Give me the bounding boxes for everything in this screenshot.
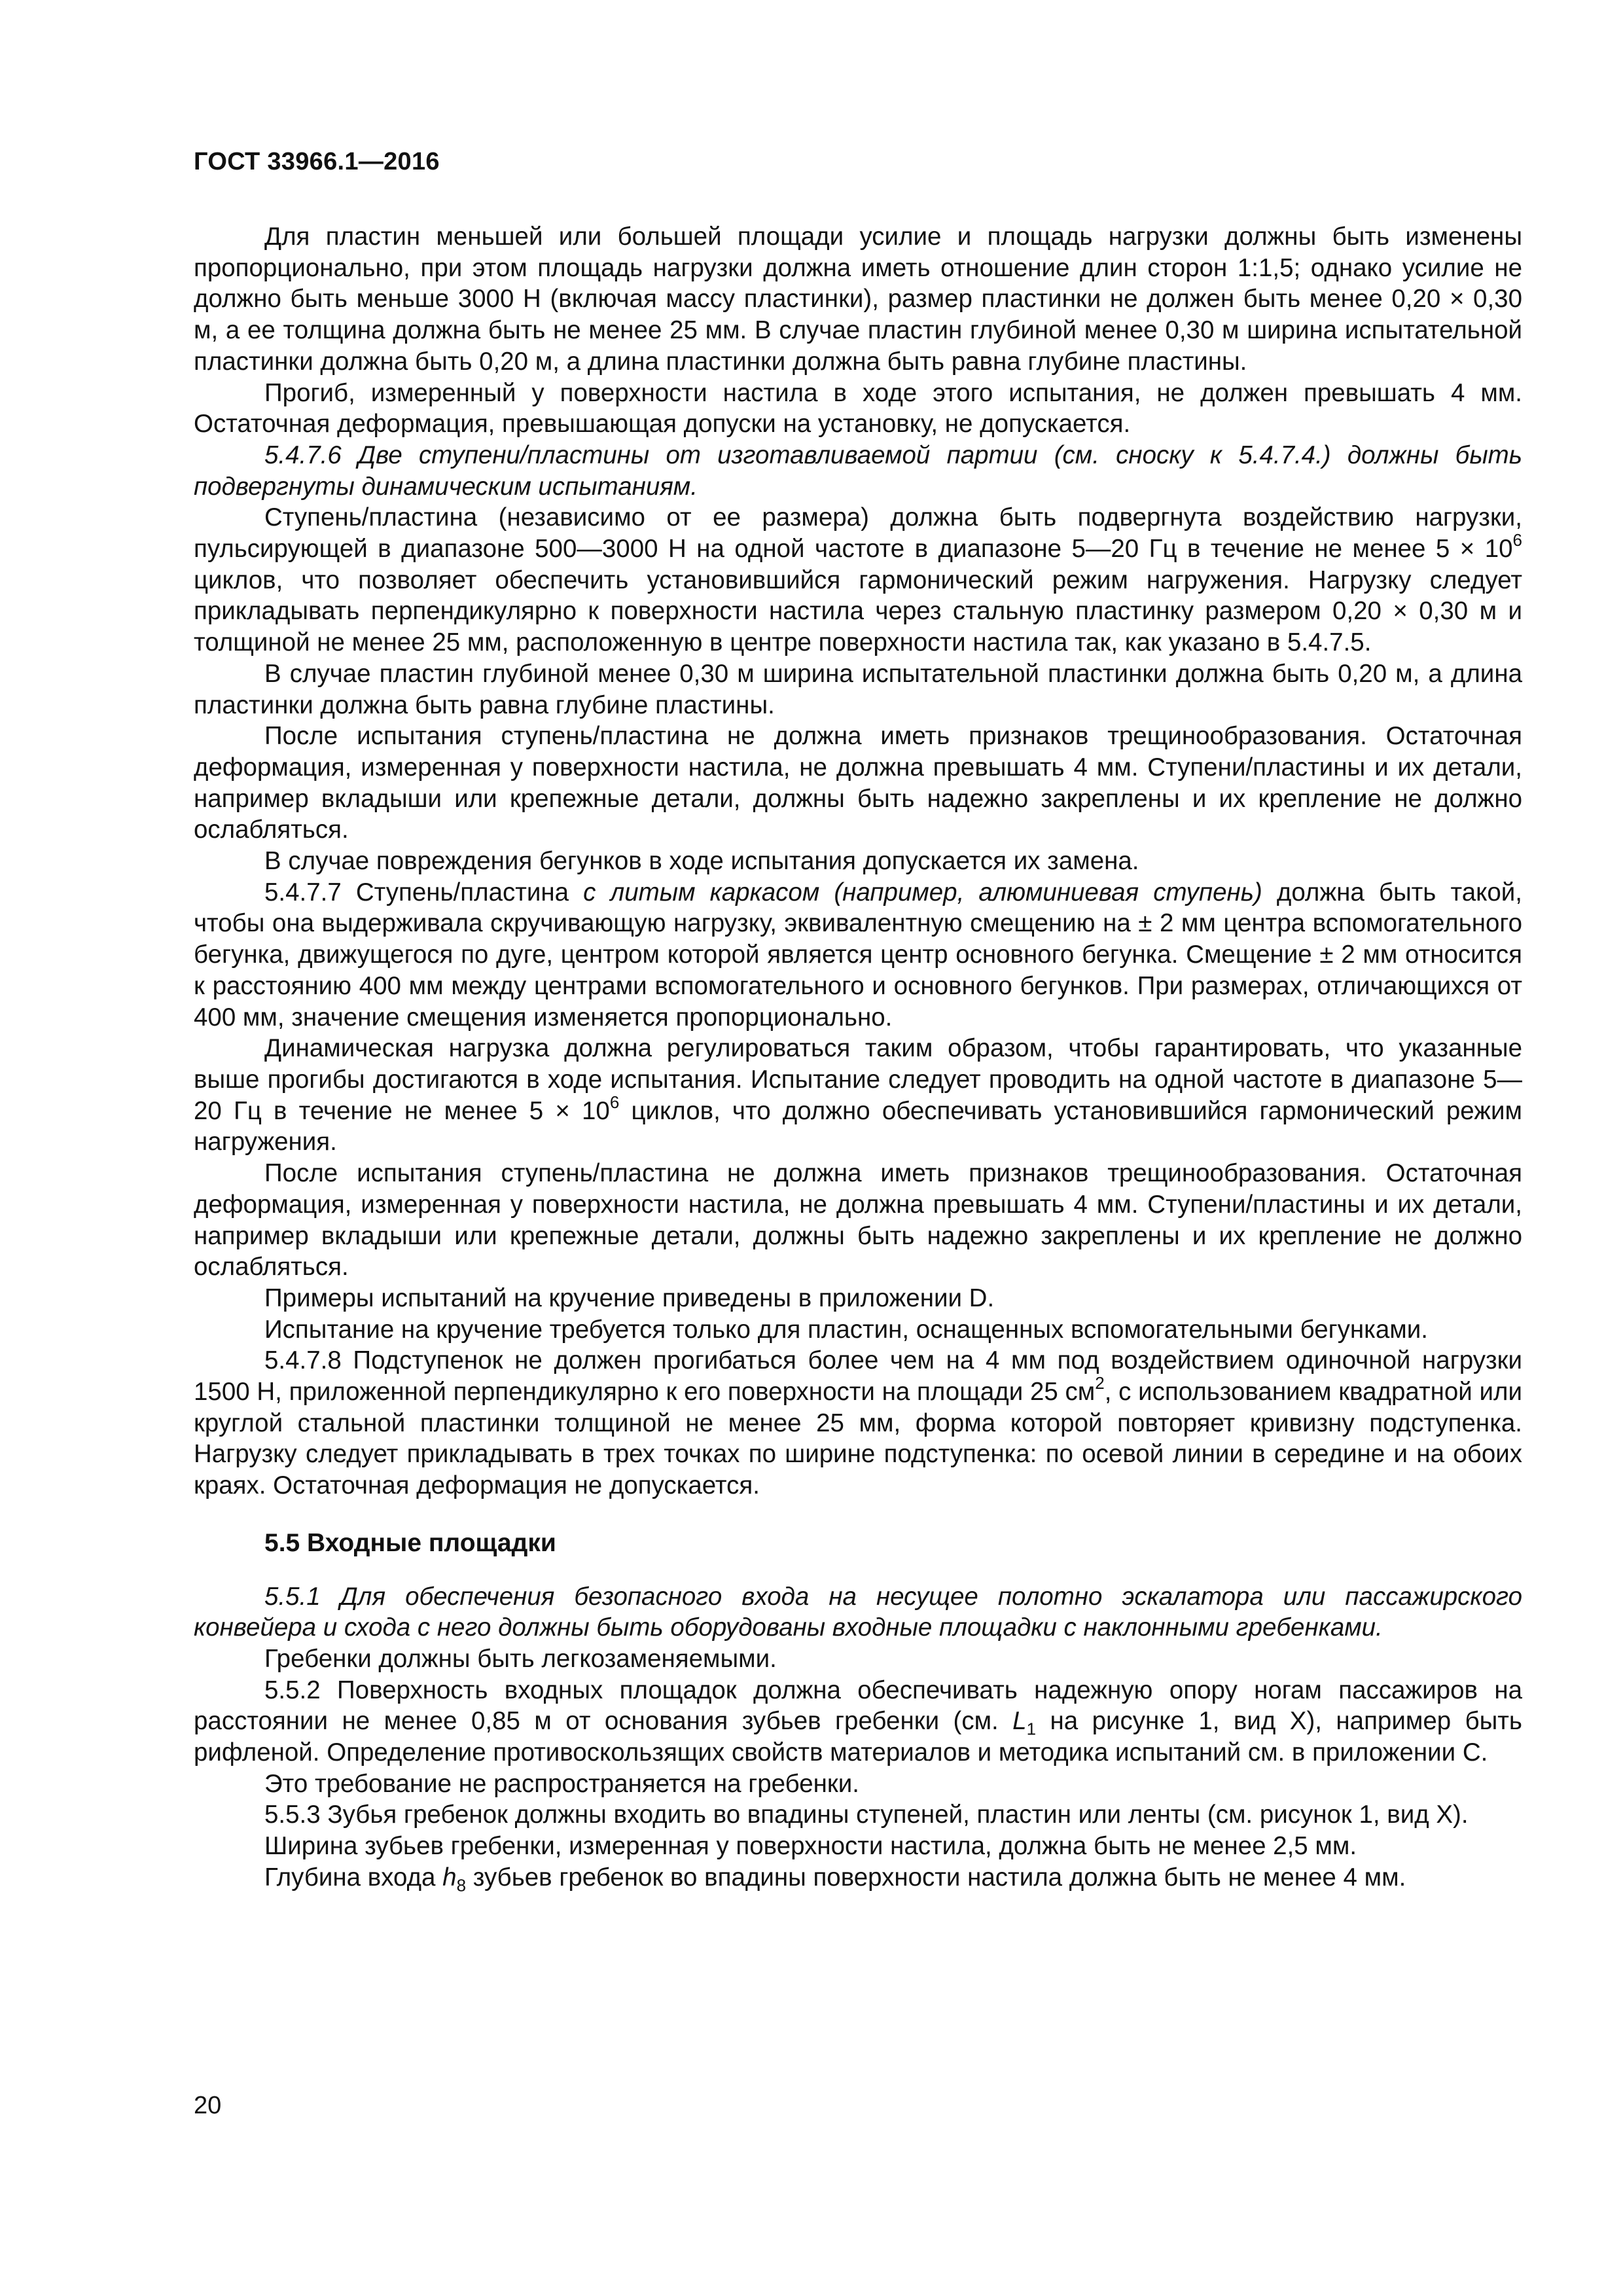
subscript: 1 [1026,1719,1037,1740]
clause-5-5-3: 5.5.3 Зубья гребенок должны входить во впадины ступеней, пластин или ленты (см. рисунок 1, вид X). [264,1801,1469,1829]
paragraph: Глубина входа $h_8$ зубьев гребенок во впадины поверхности настила должна быть не менее 4 мм. [264,1863,1406,1895]
clause-5-4-7-6 [194,440,1522,502]
paragraph: Испытание на кручение требуется только для пластин, оснащенных вспомогательными бегунками. [264,1315,1428,1344]
italic-phrase: с литым каркасом (например, алюминиевая ступень) [583,878,1262,906]
clause-5-4-7-7: 5.4.7.7 Ступень/пластина с литым каркасом (например, алюминиевая ступень) должна быть такой, чтобы она выдерживала скручивающую нагрузку, эквивалентную смещению на ± 2 мм центра вспомогательного бегунка, движущегося по дуге, центром которой является центр основного бегунка. Смещение ± 2 мм относится к расстоянию 400 мм между центрами вспомогательного и основного бегунков. При размерах, отличающихся от 400 мм, значение смещения изменяется пропорционально. [194,878,1522,1031]
clause-5-5-2: 5.5.2 Поверхность входных площадок должна обеспечивать надежную опору ногам пассажиров на расстоянии не менее 0,85 м от основания зубьев гребенки (см. $L_1$ на рисунке 1, вид X), например быть рифленой. Определение противоскользящих свойств материалов и методика испытаний см. в приложении C. [194,1676,1522,1767]
paragraph: Динамическая нагрузка должна регулироваться таким образом, чтобы гарантировать, что указанные выше прогибы достигаются в ходе испытания. Испытание следует проводить на одной частоте в диапазоне 5—20 Гц в течение не менее $5 \times 10^6$ циклов, что должно обеспечивать установившийся гармонический режим нагружения. [194,1034,1522,1157]
paragraph: Ширина зубьев гребенки, измеренная у поверхности настила, должна быть не менее 2,5 мм. [264,1832,1357,1861]
paragraph: Примеры испытаний на кручение приведены в приложении D. [264,1283,995,1312]
paragraph: После испытания ступень/пластина не должна иметь признаков трещинообразования. Остаточная деформация, измеренная у поверхности настила, не должна превышать 4 мм. Ступени/пластины и их детали, например вкладыши или крепежные детали, должны быть надежно закреплены и их крепление не должно ослабляться. [194,722,1522,844]
page-number: 20 [194,2092,222,2119]
paragraph: После испытания ступень/пластина не должна иметь признаков трещинообразования. Остаточная деформация, измеренная у поверхности настила, не должна превышать 4 мм. Ступени/пластины и их детали, например вкладыши или крепежные детали, должны быть надежно закреплены и их крепление не должно ослабляться. [194,1159,1522,1282]
paragraph: В случае повреждения бегунков в ходе испытания допускается их замена. [264,847,1139,876]
variable: L [1012,1707,1027,1736]
section-heading: 5.5 Входные площадки [264,1528,556,1557]
superscript: 6 [609,1092,620,1112]
clause-5-4-7-8: 5.4.7.8 Подступенок не должен прогибаться более чем на 4 мм под воздействием одиночной нагрузки 1500 Н, приложенной перпендикулярно к его поверхности на площади 25 $см^2$, с использованием квадратной или круглой стальной пластинки толщиной не менее 25 мм, форма которой повторяет кривизну подступенка. Нагрузку следует прикладывать в трех точках по ширине подступенка: по осевой линии в середине и на обоих краях. Остаточная деформация не допускается. [194,1346,1522,1500]
clause-5-5-1-text: 5.5.1 Для обеспечения безопасного входа на несущее полотно эскалатора или пассажирского конвейера и схода с него должны быть оборудованы входные площадки с наклонными гребенками. [194,1582,1522,1642]
paragraph: В случае пластин глубиной менее 0,30 м ширина испытательной пластинки должна быть 0,20 м, а длина пластинки должна быть равна глубине пластины. [194,659,1522,719]
subscript: 8 [456,1875,467,1895]
paragraph: Прогиб, измеренный у поверхности настила в ходе этого испытания, не должен превышать 4 мм. Остаточная деформация, превышающая допуски на установку, не допускается. [194,378,1522,439]
clause-5-4-7-6-text: 5.4.7.6 Две ступени/пластины от изготавливаемой партии (см. сноску к 5.4.7.4.) должны быть подвергнуты динамическим испытаниям. [194,440,1522,501]
paragraph: Для пластин меньшей или большей площади усилие и площадь нагрузки должны быть изменены пропорционально, при этом площадь нагрузки должна иметь отношение длин сторон 1:1,5; однако усилие не должно быть меньше 3000 Н (включая массу пластинки), размер пластинки не должен быть менее 0,20 × 0,30 м, а ее толщина должна быть не менее 25 мм. В случае пластин глубиной менее 0,30 м ширина испытательной пластинки должна быть 0,20 м, а длина пластинки должна быть равна глубине пластины. [194,223,1522,376]
document-body [194,221,1522,1893]
clause-5-5-1 [194,1581,1522,1643]
paragraph: Это требование не распространяется на гребенки. [264,1769,859,1798]
superscript: 6 [1512,530,1522,550]
variable: h [442,1863,457,1892]
paragraph: Гребенки должны быть легкозаменяемыми. [264,1644,777,1673]
superscript: 2 [1095,1373,1105,1393]
paragraph: Ступень/пластина (независимо от ее размера) должна быть подвергнута воздействию нагрузки, пульсирующей в диапазоне 500—3000 Н на одной частоте в диапазоне 5—20 Гц в течение не менее $5 \times 10^6$ циклов, что позволяет обеспечить установившийся гармонический режим нагружения. Нагрузку следует прикладывать перпендикулярно к поверхности настила через стальную пластинку размером 0,20 × 0,30 м и толщиной не менее 25 мм, расположенную в центре поверхности настила так, как указано в 5.4.7.5. [194,503,1522,657]
document-header: ГОСТ 33966.1—2016 [194,148,440,175]
